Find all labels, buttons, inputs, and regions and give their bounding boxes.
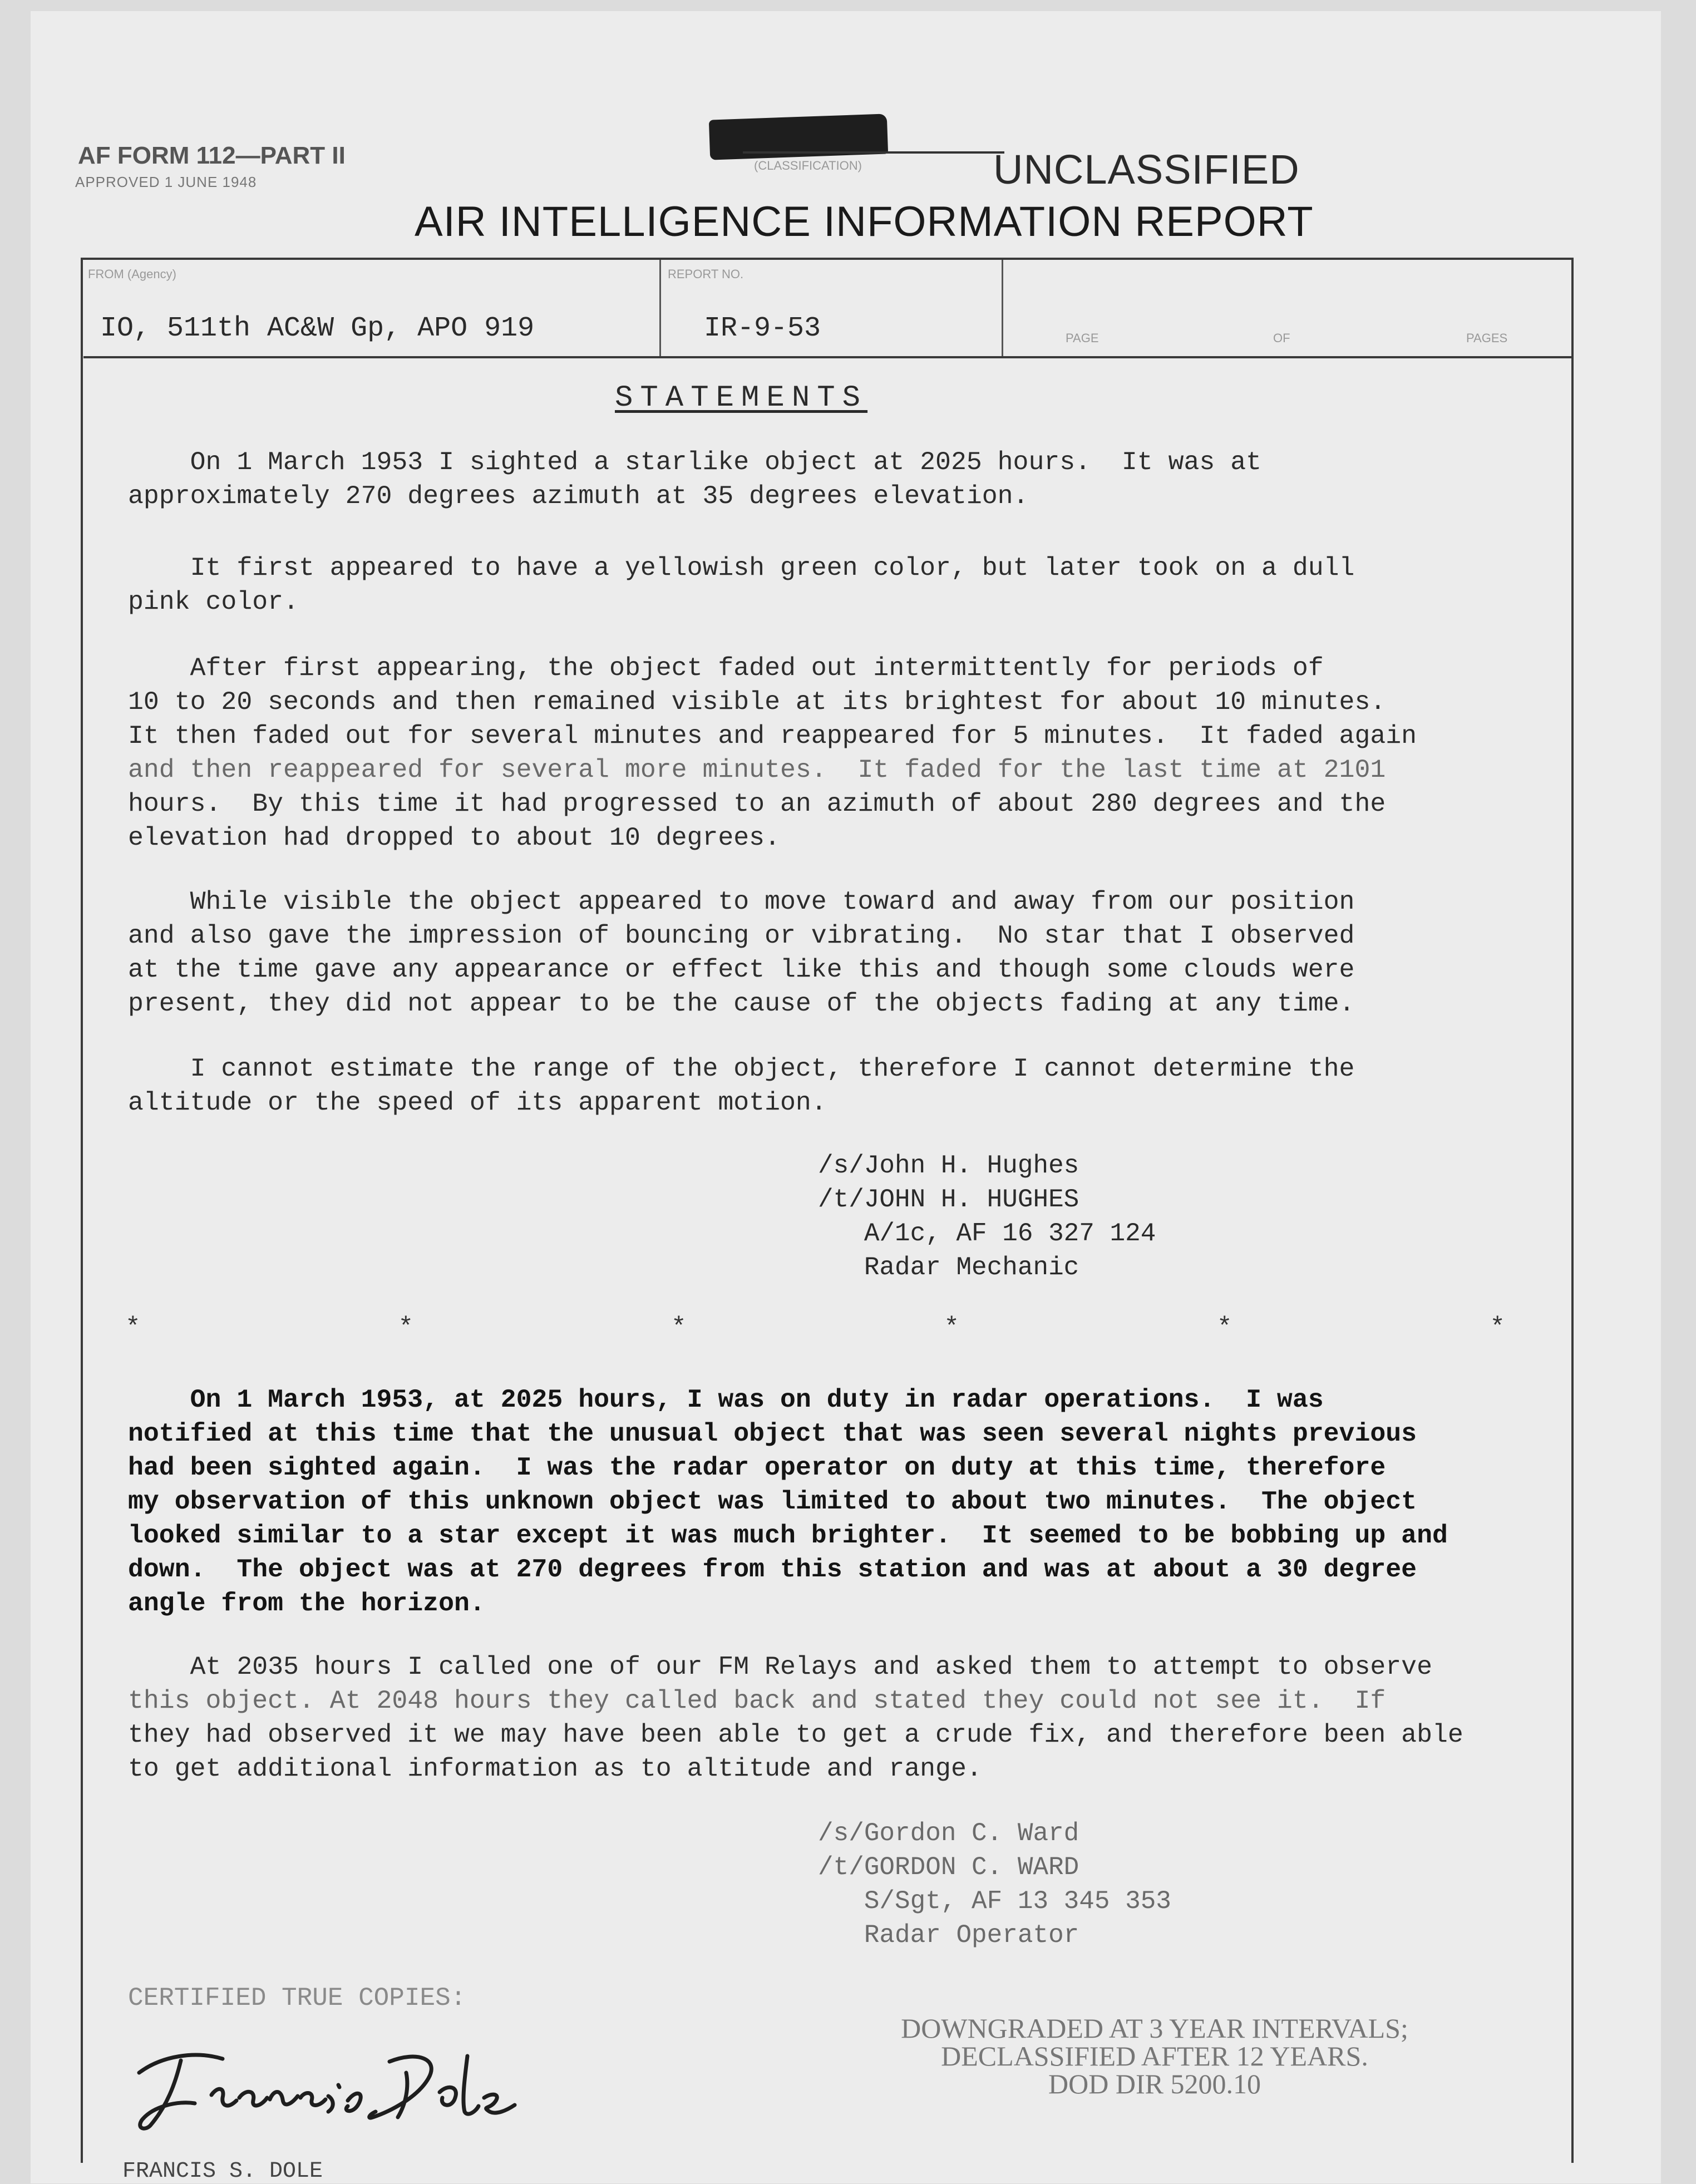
report-title: AIR INTELLIGENCE INFORMATION REPORT <box>415 198 1314 245</box>
text-line: down. The object was at 270 degrees from this station and was at about a 30 degree <box>128 1555 1417 1584</box>
statement2-paragraph <box>128 1650 1575 1786</box>
text-line: It first appeared to have a yellowish green color, but later took on a dull <box>128 553 1355 583</box>
separator-stars <box>125 1313 1505 1342</box>
hughes-signature-block <box>818 1149 1156 1285</box>
text-line: approximately 270 degrees azimuth at 35 degrees elevation. <box>128 481 1029 511</box>
signature-line: Radar Operator <box>818 1921 1079 1950</box>
ward-signature-block <box>818 1817 1171 1953</box>
statement1-paragraph <box>128 651 1575 855</box>
signature-line: Radar Mechanic <box>818 1253 1079 1282</box>
text-line: and then reappeared for several more minutes. It faded for the last time at 2101 <box>128 755 1386 785</box>
statement1-paragraph <box>128 445 1575 513</box>
text-line: On 1 March 1953, at 2025 hours, I was on duty in radar operations. I was <box>128 1385 1324 1414</box>
signature-line: S/Sgt, AF 13 345 353 <box>818 1887 1171 1916</box>
text-line: At 2035 hours I called one of our FM Relays and asked them to attempt to observe <box>128 1652 1432 1682</box>
text-line: elevation had dropped to about 10 degrees. <box>128 823 780 852</box>
certified-true-copies: CERTIFIED TRUE COPIES: <box>128 1984 466 2013</box>
form-header-divider <box>83 356 1572 358</box>
text-line: notified at this time that the unusual object that was seen several nights previous <box>128 1419 1417 1448</box>
signature-line: /t/GORDON C. WARD <box>818 1853 1079 1882</box>
signature-line: /t/JOHN H. HUGHES <box>818 1185 1079 1214</box>
from-label: FROM (Agency) <box>88 267 176 281</box>
from-value: IO, 511th AC&W Gp, APO 919 <box>100 313 535 344</box>
text-line: they had observed it we may have been able to get a crude fix, and therefore been able <box>128 1720 1463 1749</box>
text-line: at the time gave any appearance or effect like this and though some clouds were <box>128 955 1355 984</box>
text-line: pink color. <box>128 587 299 617</box>
downgrade-line: DOWNGRADED AT 3 YEAR INTERVALS; <box>901 2013 1408 2044</box>
separator-star: * <box>944 1313 960 1342</box>
downgrade-line: DECLASSIFIED AFTER 12 YEARS. <box>941 2040 1368 2072</box>
pages-label: PAGES <box>1466 331 1508 345</box>
typed-certifier-name: FRANCIS S. DOLE <box>122 2159 323 2184</box>
text-line: looked similar to a star except it was much brighter. It seemed to be bobbing up and <box>128 1521 1448 1550</box>
classification-label: (CLASSIFICATION) <box>754 159 862 172</box>
form-approved-date: APPROVED 1 JUNE 1948 <box>75 174 257 190</box>
text-line: had been sighted again. I was the radar operator on duty at this time, therefore <box>128 1453 1386 1482</box>
text-line: hours. By this time it had progressed to an azimuth of about 280 degrees and the <box>128 789 1386 819</box>
text-line: I cannot estimate the range of the object, therefore I cannot determine the <box>128 1054 1355 1083</box>
downgrade-stamp <box>835 2014 1475 2098</box>
signature-line: A/1c, AF 16 327 124 <box>818 1219 1156 1248</box>
separator-star: * <box>125 1313 141 1342</box>
form-column-divider <box>1002 260 1003 356</box>
form-column-divider <box>659 260 661 356</box>
text-line: my observation of this unknown object was limited to about two minutes. The object <box>128 1487 1417 1516</box>
statements-heading: STATEMENTS <box>615 381 868 415</box>
text-line: While visible the object appeared to move toward and away from our position <box>128 887 1355 916</box>
classification-line <box>743 151 1004 154</box>
statement1-paragraph <box>128 551 1575 619</box>
text-line: present, they did not appear to be the cause of the objects fading at any time. <box>128 989 1355 1018</box>
text-line: On 1 March 1953 I sighted a starlike object at 2025 hours. It was at <box>128 447 1262 477</box>
form-id: AF FORM 112—PART II <box>78 142 346 169</box>
statement1-paragraph <box>128 885 1575 1020</box>
signature-line: /s/John H. Hughes <box>818 1151 1079 1180</box>
separator-star: * <box>1216 1313 1232 1342</box>
page-label: PAGE <box>1066 331 1099 345</box>
text-line: and also gave the impression of bouncing or vibrating. No star that I observed <box>128 921 1355 950</box>
unclassified-stamp: UNCLASSIFIED <box>993 146 1300 193</box>
text-line: this object. At 2048 hours they called back and stated they could not see it. If <box>128 1686 1386 1715</box>
text-line: altitude or the speed of its apparent motion. <box>128 1088 827 1117</box>
text-line: After first appearing, the object faded out intermittently for periods of <box>128 653 1324 683</box>
separator-star: * <box>398 1313 414 1342</box>
text-line: 10 to 20 seconds and then remained visible at its brightest for about 10 minutes. <box>128 687 1386 717</box>
report-number: IR-9-53 <box>704 313 821 344</box>
handwritten-signature <box>128 2034 529 2134</box>
text-line: to get additional information as to altitude and range. <box>128 1754 982 1783</box>
report-no-label: REPORT NO. <box>668 267 744 281</box>
separator-star: * <box>670 1313 687 1342</box>
statement2-paragraph <box>128 1383 1575 1620</box>
of-label: OF <box>1273 331 1290 345</box>
downgrade-line: DOD DIR 5200.10 <box>1048 2068 1261 2099</box>
separator-star: * <box>1490 1313 1505 1342</box>
text-line: It then faded out for several minutes and reappeared for 5 minutes. It faded again <box>128 721 1417 751</box>
text-line: angle from the horizon. <box>128 1589 485 1618</box>
statement1-paragraph <box>128 1052 1575 1120</box>
signature-line: /s/Gordon C. Ward <box>818 1819 1079 1848</box>
